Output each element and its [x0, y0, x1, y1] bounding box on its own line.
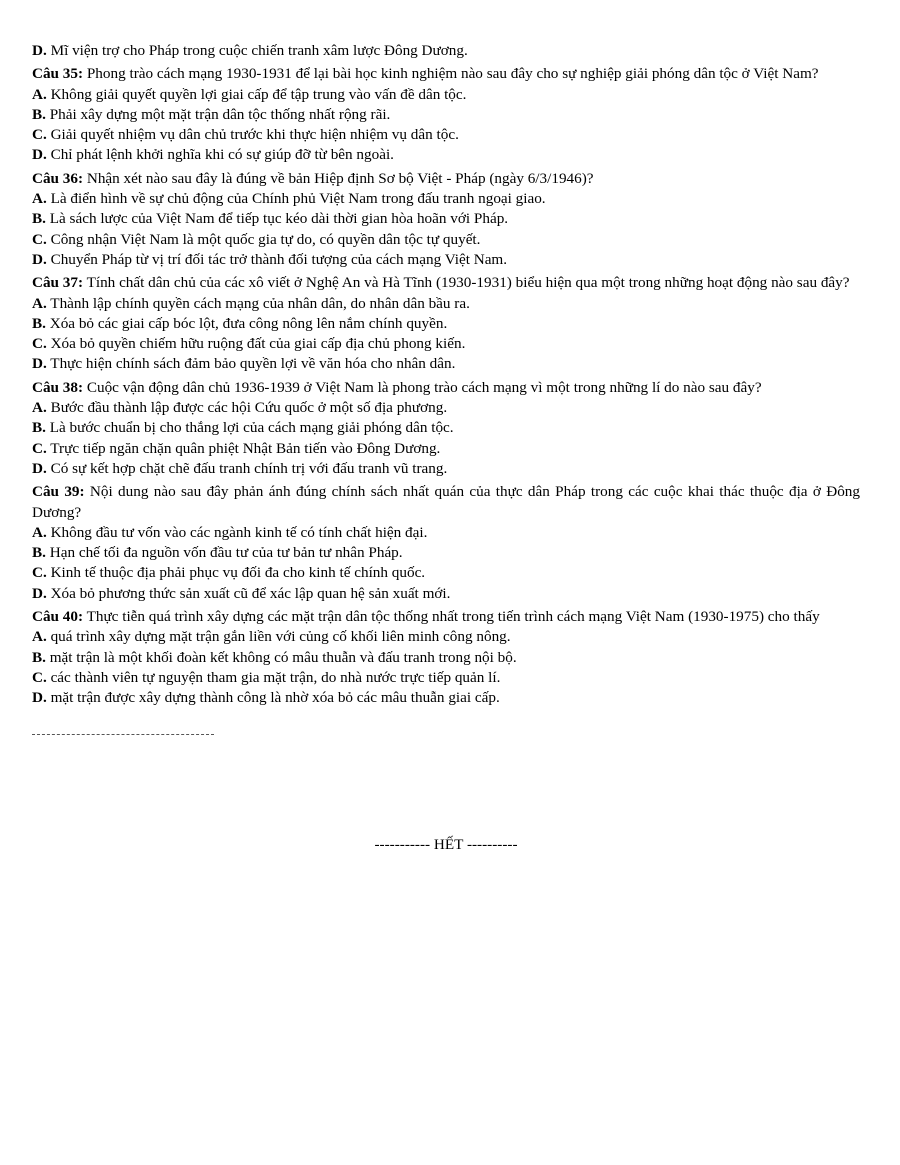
answer-option [32, 209, 860, 229]
option-letter: B. [32, 648, 46, 666]
option-letter: B. [32, 314, 46, 332]
answer-option [32, 523, 860, 543]
option-letter: C. [32, 230, 47, 248]
option-text: Công nhận Việt Nam là một quốc gia tự do, có quyền dân tộc tự quyết. [46, 230, 481, 248]
option-letter: C. [32, 335, 47, 353]
question-37 [32, 273, 860, 293]
option-letter: D. [32, 584, 47, 602]
answer-option [32, 354, 860, 374]
end-marker: ----------- HẾT ---------- [374, 836, 518, 853]
option-letter: B. [32, 105, 46, 123]
answer-option [32, 125, 860, 145]
answer-option [32, 250, 860, 270]
option-letter: A. [32, 294, 47, 312]
option-letter: C. [32, 564, 47, 582]
option-letter: A. [32, 190, 47, 208]
question-number: Câu 40: [32, 608, 84, 626]
question-40 [32, 607, 860, 627]
option-text: Thành lập chính quyền cách mạng của nhân dân, do nhân dân bầu ra. [46, 294, 470, 312]
answer-option [32, 418, 860, 438]
question-number: Câu 36: [32, 169, 84, 187]
answer-option [32, 189, 860, 209]
answer-option [32, 41, 860, 61]
option-letter: D. [32, 689, 47, 707]
option-letter: A. [32, 628, 47, 646]
answer-option [32, 105, 860, 125]
answer-option [32, 145, 860, 165]
question-text: Nhận xét nào sau đây là đúng về bản Hiệp định Sơ bộ Việt - Pháp (ngày 6/3/1946)? [83, 169, 594, 187]
option-text: Hạn chế tối đa nguồn vốn đầu tư của tư bản tư nhân Pháp. [45, 544, 403, 562]
option-letter: B. [32, 419, 46, 437]
question-38 [32, 378, 860, 398]
answer-option [32, 439, 860, 459]
question-text: Phong trào cách mạng 1930-1931 để lại bài học kinh nghiệm nào sau đây cho sự nghiệp giải phóng dân tộc ở Việt Nam? [83, 65, 819, 83]
question-number: Câu 39: [32, 483, 85, 501]
option-text: Chuyển Pháp từ vị trí đối tác trở thành đối tượng của cách mạng Việt Nam. [46, 250, 508, 268]
option-text: Không đầu tư vốn vào các ngành kinh tế có tính chất hiện đại. [46, 523, 428, 541]
answer-option [32, 398, 860, 418]
option-letter: A. [32, 523, 47, 541]
option-letter: C. [32, 126, 47, 144]
option-letter: D. [32, 459, 47, 477]
question-number: Câu 37: [32, 274, 84, 292]
question-35 [32, 64, 860, 84]
answer-option [32, 314, 860, 334]
question-text: Thực tiễn quá trình xây dựng các mặt trận dân tộc thống nhất trong tiến trình cách mạng Việt Nam (1930-1975) cho thấy [83, 608, 820, 626]
option-text: quá trình xây dựng mặt trận gắn liền với củng cố khối liên minh công nông. [46, 628, 511, 646]
option-text: Chỉ phát lệnh khởi nghĩa khi có sự giúp đỡ từ bên ngoài. [46, 146, 394, 164]
question-text: Cuộc vận động dân chủ 1936-1939 ở Việt Nam là phong trào cách mạng vì một trong những lí do nào sau đây? [83, 378, 762, 396]
option-letter: B. [32, 544, 46, 562]
question-text: Nội dung nào sau đây phản ánh đúng chính sách nhất quán của thực dân Pháp trong các cuộc khai thác thuộc địa ở Đông Dương? [32, 483, 860, 521]
option-letter: D. [32, 355, 47, 373]
answer-option [32, 294, 860, 314]
option-text: các thành viên tự nguyện tham gia mặt trận, do nhà nước trực tiếp quản lí. [46, 668, 501, 686]
option-text: Xóa bỏ phương thức sản xuất cũ để xác lập quan hệ sản xuất mới. [46, 584, 451, 602]
option-text: Thực hiện chính sách đảm bảo quyền lợi về văn hóa cho nhân dân. [46, 355, 456, 373]
answer-option [32, 459, 860, 479]
question-number: Câu 38: [32, 378, 84, 396]
exam-page [32, 41, 860, 853]
option-text: Mĩ viện trợ cho Pháp trong cuộc chiến tranh xâm lược Đông Dương. [46, 42, 468, 59]
option-text: Trực tiếp ngăn chặn quân phiệt Nhật Bản tiến vào Đông Dương. [46, 439, 441, 457]
option-letter: C. [32, 439, 47, 457]
option-letter: B. [32, 210, 46, 228]
option-text: Không giải quyết quyền lợi giai cấp để tập trung vào vấn đề dân tộc. [46, 85, 467, 103]
answer-option [32, 563, 860, 583]
answer-option [32, 230, 860, 250]
option-letter: D. [32, 146, 47, 164]
answer-option [32, 688, 860, 708]
option-text: Kinh tế thuộc địa phải phục vụ đối đa cho kinh tế chính quốc. [46, 564, 426, 582]
option-text: Giải quyết nhiệm vụ dân chủ trước khi thực hiện nhiệm vụ dân tộc. [46, 126, 459, 144]
option-text: Bước đầu thành lập được các hội Cứu quốc ở một số địa phương. [46, 399, 448, 417]
question-36 [32, 169, 860, 189]
option-letter: A. [32, 85, 47, 103]
option-text: Xóa bỏ quyền chiếm hữu ruộng đất của giai cấp địa chủ phong kiến. [46, 335, 466, 353]
dashed-divider [32, 734, 214, 735]
option-text: Xóa bỏ các giai cấp bóc lột, đưa công nông lên nắm chính quyền. [45, 314, 448, 332]
option-letter: A. [32, 399, 47, 417]
question-text: Tính chất dân chủ của các xô viết ở Nghệ An và Hà Tĩnh (1930-1931) biểu hiện qua một trong những hoạt động nào sau đây? [83, 274, 850, 292]
question-39 [32, 482, 860, 523]
answer-option [32, 85, 860, 105]
answer-option [32, 648, 860, 668]
option-text: Là điển hình về sự chủ động của Chính phủ Việt Nam trong đấu tranh ngoại giao. [46, 190, 546, 208]
question-number: Câu 35: [32, 65, 84, 83]
answer-option [32, 334, 860, 354]
answer-option [32, 668, 860, 688]
answer-option [32, 584, 860, 604]
option-letter: D. [32, 250, 47, 268]
option-letter: C. [32, 668, 47, 686]
option-text: mặt trận được xây dựng thành công là nhờ xóa bỏ các mâu thuẫn giai cấp. [46, 689, 500, 707]
option-text: mặt trận là một khối đoàn kết không có mâu thuẫn và đấu tranh trong nội bộ. [45, 648, 517, 666]
answer-option [32, 627, 860, 647]
option-text: Là bước chuẩn bị cho thắng lợi của cách mạng giải phóng dân tộc. [45, 419, 454, 437]
option-text: Phải xây dựng một mặt trận dân tộc thống nhất rộng rãi. [45, 105, 391, 123]
answer-option [32, 543, 860, 563]
option-text: Là sách lược của Việt Nam để tiếp tục kéo dài thời gian hòa hoãn với Pháp. [45, 210, 509, 228]
option-text: Có sự kết hợp chặt chẽ đấu tranh chính trị với đấu tranh vũ trang. [46, 459, 448, 477]
option-letter: D. [32, 42, 47, 59]
